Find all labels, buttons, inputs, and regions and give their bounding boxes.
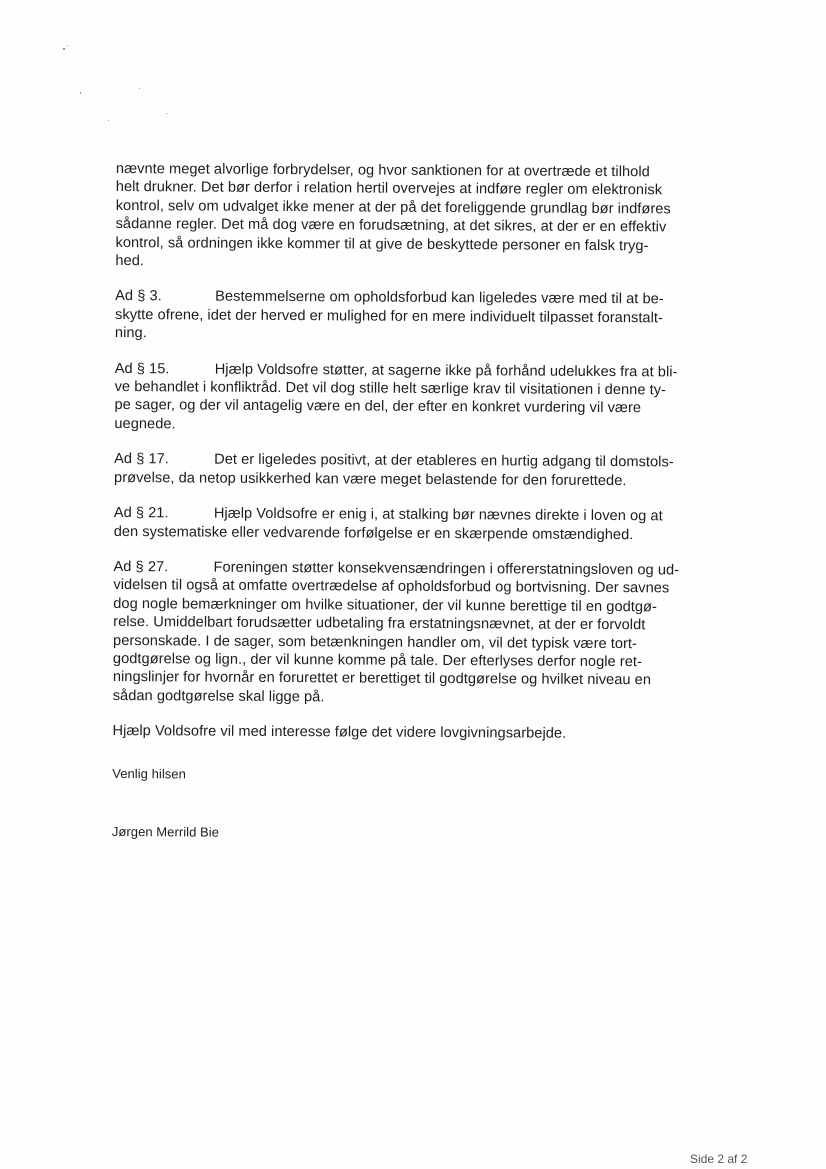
intro-paragraph bbox=[115, 160, 756, 274]
section-paragraph bbox=[114, 504, 754, 545]
scan-speck bbox=[139, 88, 140, 89]
section-text: Det er ligeledes positivt, at der etableres en hurtig adgang til domstols- bbox=[214, 451, 674, 471]
text-line: pe sager, og der vil antagelig være en del, der efter en konkret vurdering vil være bbox=[114, 397, 642, 417]
signature-text: Jørgen Merrild Bie bbox=[111, 823, 220, 840]
section-paragraph bbox=[114, 450, 754, 491]
section-text: Bestemmelserne om opholdsforbud kan ligeledes være med til at be- bbox=[215, 289, 664, 308]
letter-body bbox=[112, 160, 756, 845]
text-line: kontrol, så ordningen ikke kommer til at give de beskyttede personer en falsk tryg- bbox=[115, 234, 649, 254]
text-line: sådan godtgørelse skal ligge på. bbox=[112, 687, 325, 706]
page-number: Side 2 af 2 bbox=[690, 1152, 748, 1166]
scan-speck bbox=[166, 113, 167, 114]
section-label: Ad § 15. bbox=[114, 360, 170, 377]
text-line: ningslinjer for hvornår en forurettet er berettiget til godtgørelse og hvilket niveau en bbox=[112, 669, 652, 689]
scan-speck bbox=[108, 120, 109, 121]
text-line: ning. bbox=[114, 325, 147, 342]
closing-greeting bbox=[112, 765, 752, 787]
text-line: nævnte meget alvorlige forbrydelser, og hvor sanktionen for at overtræde et tilhold bbox=[115, 160, 650, 181]
closing-text: Venlig hilsen bbox=[112, 765, 186, 782]
text-line: kontrol, selv om udvalget ikke mener at der på det foreliggende grundlag bør indføres bbox=[115, 197, 671, 218]
text-line: den systematiske eller vedvarende forfølgelse er en skærpende omstændighed. bbox=[113, 523, 634, 543]
section-label: Ad § 3. bbox=[115, 288, 162, 305]
text-line: helt drukner. Det bør derfor i relation hertil overvejes at indføre regler om elektronisk bbox=[115, 179, 663, 199]
section-label: Ad § 17. bbox=[114, 451, 169, 468]
section-label: Ad § 21. bbox=[113, 505, 169, 522]
text-line: personskade. I de sager, som betænkningen handler om, vil det typisk være tort- bbox=[113, 632, 638, 652]
text-line: godtgørelse og lign., der vil kunne komme på tale. Der efterlyses derfor nogle ret- bbox=[112, 650, 642, 671]
scan-speck bbox=[67, 45, 68, 46]
section-text: Hjælp Voldsofre støtter, at sagerne ikke på forhånd udelukkes fra at bli- bbox=[214, 361, 678, 381]
section-label: Ad § 27. bbox=[113, 558, 169, 576]
text-line: dog nogle bemærkninger om hvilke situationer, der vil kunne berettige til en godtgø- bbox=[113, 595, 658, 616]
text-line: relse. Umiddelbart forudsætter udbetaling fra erstatningsnævnet, at der er forvoldt bbox=[113, 614, 646, 634]
text-line: sådanne regler. Det må dog være en forudsætning, at det sikres, at der er en effektiv bbox=[115, 216, 667, 236]
text-line: videlsen til også at omfatte overtrædelse af opholdsforbud og bortvisning. Der savnes bbox=[113, 577, 670, 597]
final-statement: Hjælp Voldsofre vil med interesse følge det videre lovgivningsarbejde. bbox=[112, 723, 567, 742]
section-paragraph bbox=[115, 287, 755, 346]
signature-name bbox=[112, 823, 752, 845]
text-line: skytte ofrene, idet der herved er mulighed for en mere individuelt tilpasset foranstalt- bbox=[115, 306, 663, 327]
section-text: Foreningen støtter konsekvensændringen i offererstatningsloven og ud- bbox=[213, 559, 680, 579]
section-text: Hjælp Voldsofre er enig i, at stalking bør nævnes direkte i loven og at bbox=[213, 505, 663, 525]
section-paragraph bbox=[113, 558, 754, 709]
section-paragraph bbox=[114, 360, 754, 438]
text-line: hed. bbox=[115, 253, 145, 270]
scan-speck bbox=[63, 48, 65, 50]
text-line: uegnede. bbox=[114, 415, 176, 433]
final-paragraph bbox=[112, 722, 752, 744]
scan-speck bbox=[80, 92, 81, 94]
text-line: prøvelse, da netop usikkerhed kan være meget belastende for den forurettede. bbox=[114, 469, 627, 489]
text-line: ve behandlet i konfliktråd. Det vil dog stille helt særlige krav til visitationen i denne ty- bbox=[114, 379, 667, 399]
